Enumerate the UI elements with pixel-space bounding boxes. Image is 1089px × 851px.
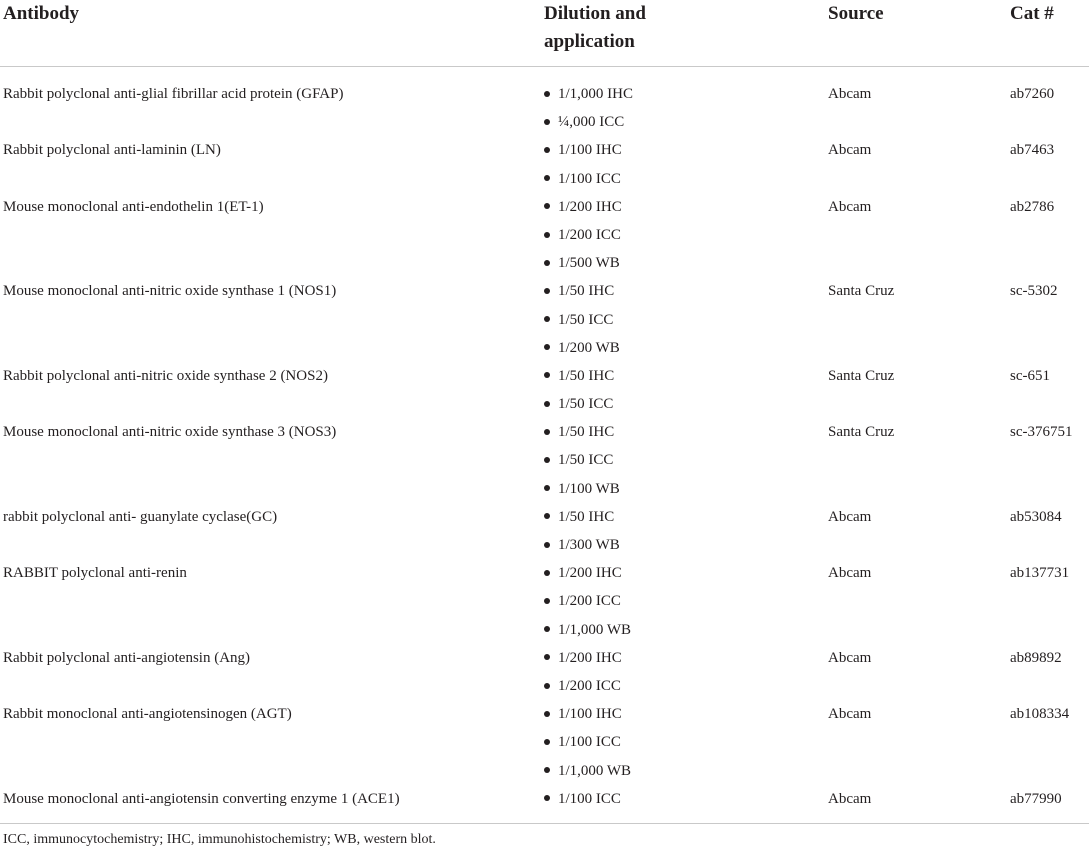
cat-cell: sc-5302 [1010,283,1058,300]
bullet-icon [544,401,550,407]
dilution-item [544,475,1089,503]
source-cell: Santa Cruz [828,424,895,441]
cat-cell: ab7260 [1010,86,1055,102]
cat-cell: ab89892 [1010,649,1062,666]
header-dilution: Dilution and application [544,3,646,52]
table-row [0,136,1089,192]
dilution-item [544,503,1089,531]
bullet-icon [544,654,550,660]
bullet-icon [544,288,550,294]
dilution-text: 1/100 ICC [558,170,621,187]
header-cat: Cat # [1010,3,1054,24]
table-row [0,80,1089,136]
dilution-text: 1/50 IHC [558,283,615,300]
cat-cell: ab7463 [1010,142,1055,159]
dilution-text: 1/1,000 WB [558,621,632,638]
dilution-item [544,306,1089,334]
dilution-item [544,672,1089,700]
dilution-text: 1/50 ICC [558,311,614,328]
table-row [0,503,1089,559]
source-cell: Abcam [828,565,872,582]
table-row [0,362,1089,418]
bullet-icon [544,147,550,153]
antibody-cell: Rabbit monoclonal anti-angiotensinogen (AGT) [3,706,292,723]
bullet-icon [544,626,550,632]
cat-cell: sc-376751 [1010,424,1073,441]
dilution-item [544,559,1089,587]
bullet-icon [544,372,550,378]
dilution-item [544,108,1089,136]
antibody-cell: RABBIT polyclonal anti-renin [3,565,187,582]
source-cell: Abcam [828,790,872,807]
cat-cell: sc-651 [1010,367,1050,384]
cat-cell: ab137731 [1010,565,1070,582]
dilution-item [544,80,1089,108]
dilution-text: 1/100 IHC [558,142,622,159]
source-cell: Abcam [828,198,872,215]
table-row [0,785,1089,813]
dilution-text: 1/100 ICC [558,734,621,751]
dilution-item [544,136,1089,164]
table-row [0,700,1089,785]
dilution-item [544,165,1089,193]
antibody-cell: Mouse monoclonal anti-nitric oxide synthase 3 (NOS3) [3,424,337,441]
dilution-item [544,221,1089,249]
dilution-text: 1/50 ICC [558,452,614,469]
dilution-item [544,249,1089,277]
source-cell: Santa Cruz [828,367,895,384]
dilution-item [544,418,1089,446]
table-footnote: ICC, immunocytochemistry; IHC, immunohistochemistry; WB, western blot. [3,832,436,847]
dilution-text: 1/100 IHC [558,706,622,723]
dilution-text: 1/200 ICC [558,593,621,610]
bullet-icon [544,598,550,604]
dilution-text: 1/200 IHC [558,565,622,582]
dilution-text: 1/50 IHC [558,508,615,525]
dilution-text: 1/200 IHC [558,198,622,215]
source-cell: Abcam [828,86,872,102]
dilution-item [544,757,1089,785]
antibody-cell: Mouse monoclonal anti-angiotensin converting enzyme 1 (ACE1) [3,790,400,807]
bullet-icon [544,232,550,238]
cat-cell: ab108334 [1010,706,1070,723]
dilution-text: 1/1,000 WB [558,762,632,779]
header-antibody: Antibody [3,3,80,24]
dilution-item [544,728,1089,756]
dilution-text: ¼,000 ICC [558,114,625,131]
dilution-item [544,193,1089,221]
bullet-icon [544,344,550,350]
bullet-icon [544,175,550,181]
table-header [0,0,1089,67]
dilution-cell [544,80,1089,136]
table-row [0,193,1089,278]
bullet-icon [544,795,550,801]
bullet-icon [544,767,550,773]
cat-cell: ab77990 [1010,790,1062,807]
dilution-text: 1/50 IHC [558,424,615,441]
table-bottom-rule [0,823,1089,824]
dilution-text: 1/50 ICC [558,396,614,413]
dilution-text: 1/100 WB [558,480,620,497]
antibody-cell: rabbit polyclonal anti- guanylate cyclase(GC) [3,508,278,525]
dilution-cell [544,503,1089,559]
table-row [0,277,1089,362]
bullet-icon [544,570,550,576]
antibody-cell: Rabbit polyclonal anti-laminin (LN) [3,142,221,159]
dilution-item [544,362,1089,390]
source-cell: Abcam [828,706,872,723]
source-cell: Santa Cruz [828,283,895,300]
dilution-cell [544,644,1089,700]
bullet-icon [544,739,550,745]
antibody-cell: Rabbit polyclonal anti-angiotensin (Ang) [3,649,251,666]
bullet-icon [544,260,550,266]
dilution-cell [544,700,1089,785]
dilution-item [544,616,1089,644]
dilution-cell [544,418,1089,503]
dilution-item [544,700,1089,728]
bullet-icon [544,513,550,519]
bullet-icon [544,316,550,322]
antibody-cell: Mouse monoclonal anti-nitric oxide synthase 1 (NOS1) [3,283,337,300]
bullet-icon [544,542,550,548]
source-cell: Abcam [828,508,872,525]
dilution-cell [544,362,1089,418]
antibody-cell: Rabbit polyclonal anti-nitric oxide synthase 2 (NOS2) [3,367,328,384]
dilution-item [544,531,1089,559]
antibody-cell: Rabbit polyclonal anti-glial fibrillar acid protein (GFAP) [3,86,344,102]
dilution-item [544,390,1089,418]
dilution-item [544,587,1089,615]
dilution-cell [544,559,1089,644]
dilution-text: 1/1,000 IHC [558,86,633,102]
table-row [0,418,1089,503]
source-cell: Abcam [828,649,872,666]
cat-cell: ab53084 [1010,508,1062,525]
dilution-text: 1/200 ICC [558,677,621,694]
source-cell: Abcam [828,142,872,159]
bullet-icon [544,429,550,435]
dilution-cell [544,193,1089,278]
dilution-item [544,446,1089,474]
dilution-text: 1/200 IHC [558,649,622,666]
dilution-item [544,334,1089,362]
dilution-text: 1/200 WB [558,339,620,356]
bullet-icon [544,203,550,209]
bullet-icon [544,91,550,97]
dilution-text: 1/500 WB [558,255,620,272]
dilution-item [544,785,1089,813]
dilution-text: 1/200 ICC [558,226,621,243]
dilution-cell [544,136,1089,192]
bullet-icon [544,485,550,491]
dilution-cell [544,785,1089,813]
header-source: Source [828,3,884,24]
bullet-icon [544,119,550,125]
cat-cell: ab2786 [1010,198,1055,215]
dilution-cell [544,277,1089,362]
bullet-icon [544,457,550,463]
table-row [0,644,1089,700]
table-body [0,67,1089,813]
antibody-cell: Mouse monoclonal anti-endothelin 1(ET-1) [3,198,264,215]
table-row [0,559,1089,644]
dilution-item [544,277,1089,305]
bullet-icon [544,683,550,689]
dilution-item [544,644,1089,672]
bullet-icon [544,711,550,717]
dilution-text: 1/50 IHC [558,367,615,384]
dilution-text: 1/300 WB [558,537,620,553]
dilution-text: 1/100 ICC [558,790,621,807]
